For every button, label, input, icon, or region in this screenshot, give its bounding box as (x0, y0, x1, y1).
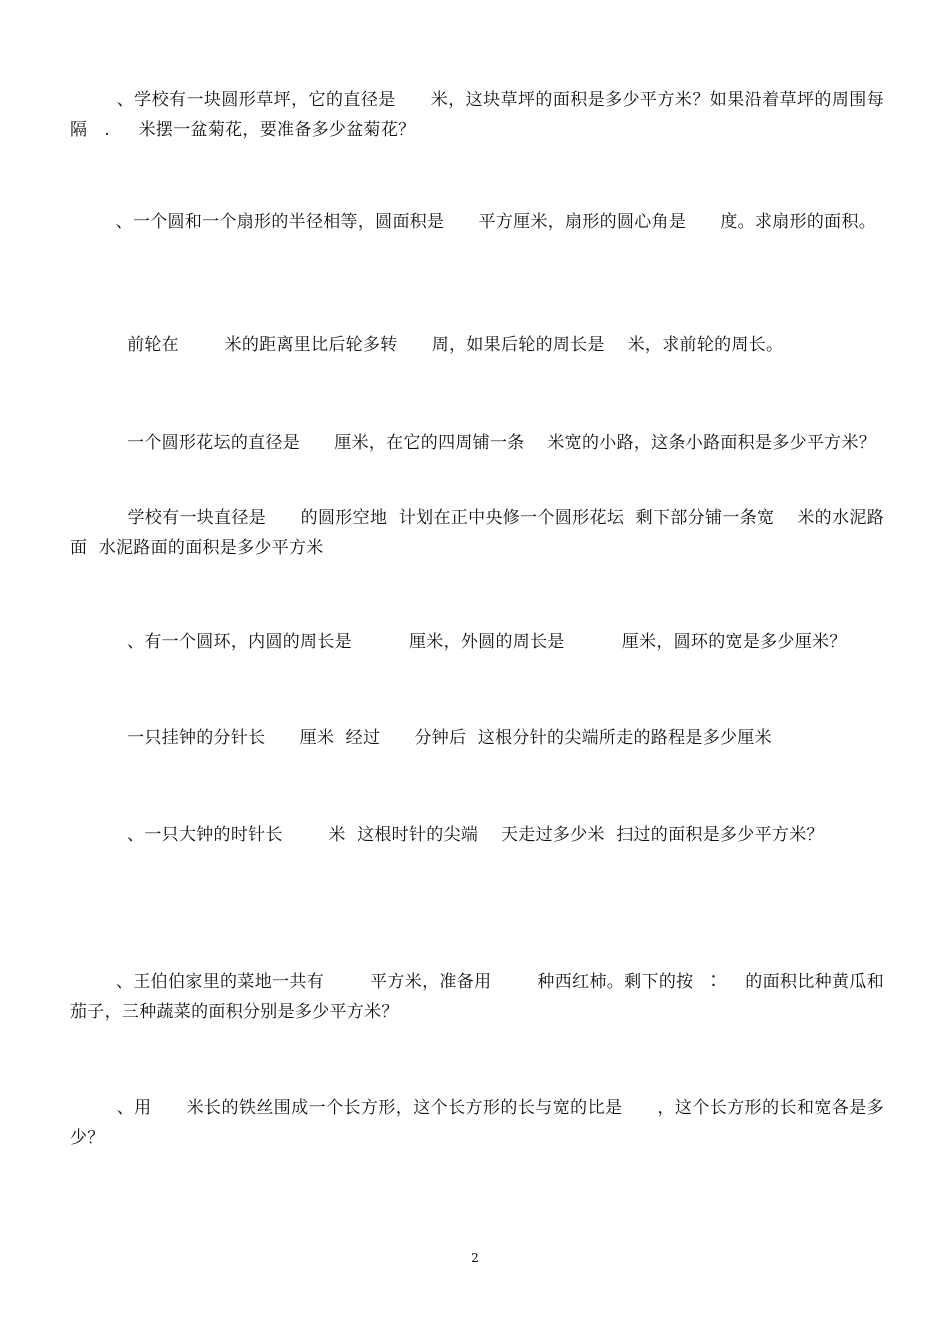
problem-1: 、学校有一块圆形草坪，它的直径是 米，这块草坪的面积是多少平方米？如果沿着草坪的周围每隔 . 米摆一盆菊花，要准备多少盆菊花？ (70, 90, 884, 140)
page-number: 2 (471, 1251, 479, 1265)
problem-2: 、一个圆和一个扇形的半径相等，圆面积是 平方厘米，扇形的圆心角是 度。求扇形的面积。 (70, 212, 877, 232)
problem-10: 、用 米长的铁丝围成一个长方形，这个长方形的长与宽的比是 ，这个长方形的长和宽各是多少？ (70, 1098, 884, 1148)
problem-4: 一个圆形花坛的直径是 厘米，在它的四周铺一条 米宽的小路，这条小路面积是多少平方米？ (70, 433, 877, 453)
problem-8: 、一只大钟的时针长 米 这根时针的尖端 天走过多少米 扫过的面积是多少平方米？ (70, 825, 824, 845)
problem-3: 前轮在 米的距离里比后轮多转 周，如果后轮的周长是 米，求前轮的周长。 (70, 335, 784, 355)
problem-9: 、王伯伯家里的菜地一共有 平方米，准备用 种西红柿。剩下的按 ∶ 的面积比种黄瓜和茄子，三种蔬菜的面积分别是多少平方米？ (70, 972, 884, 1022)
problem-6: 、有一个圆环，内圆的周长是 厘米，外圆的周长是 厘米，圆环的宽是多少厘米？ (70, 632, 847, 652)
problem-5: 学校有一块直径是 的圆形空地 计划在正中央修一个圆形花坛 剩下部分铺一条宽 米的水泥路面 水泥路面的面积是多少平方米 (70, 508, 884, 558)
problem-7: 一只挂钟的分针长 厘米 经过 分钟后 这根分针的尖端所走的路程是多少厘米 (70, 728, 772, 748)
